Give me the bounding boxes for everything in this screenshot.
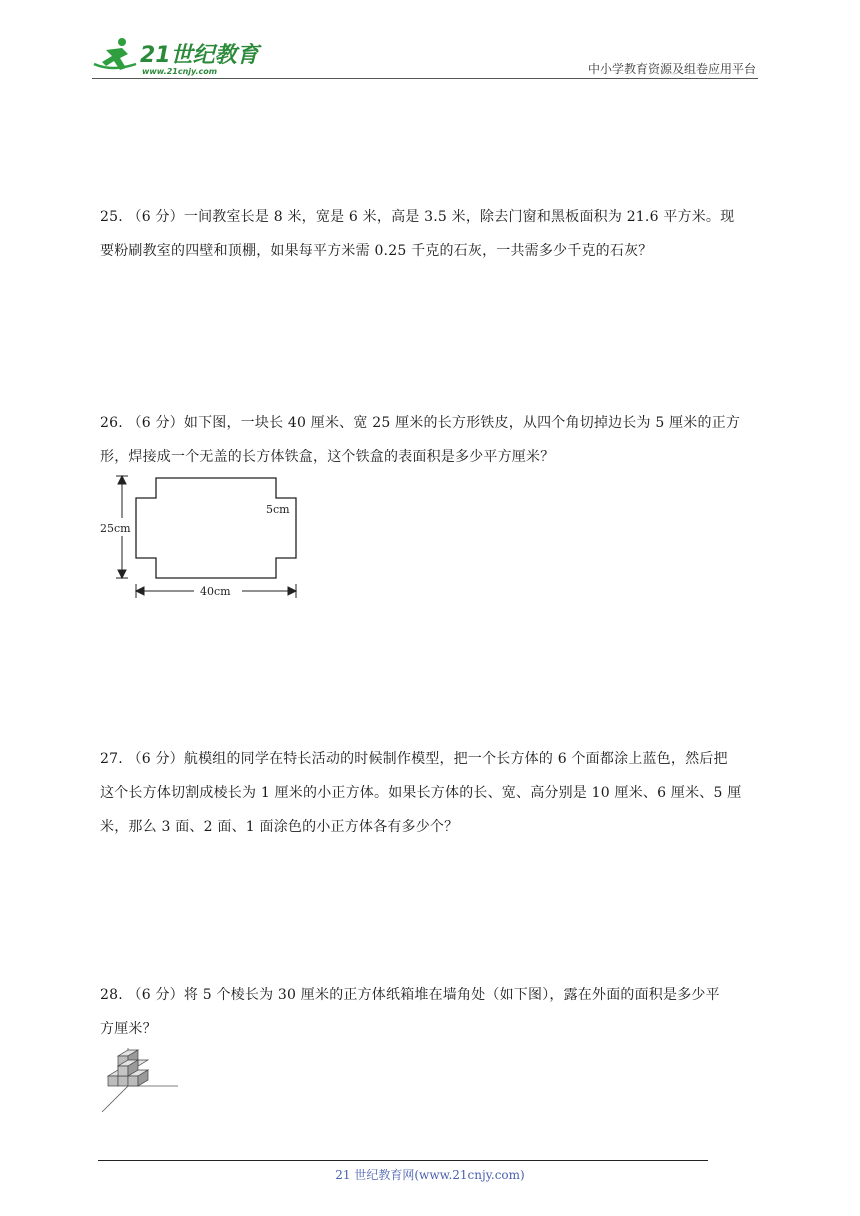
question-26 <box>100 406 772 474</box>
question-line: 26. （6 分）如下图，一块长 40 厘米、宽 25 厘米的长方形铁皮，从四个角切掉边长为 5 厘米的正方 <box>100 415 741 431</box>
footer-site-text: 21 世纪教育网(www.21cnjy.com) <box>335 1168 525 1182</box>
question-line: 方厘米？ <box>100 1021 157 1037</box>
question-28 <box>100 978 772 1046</box>
site-logo <box>92 34 262 78</box>
height-label: 25cm <box>100 522 131 535</box>
question-line: 这个长方体切割成棱长为 1 厘米的小正方体。如果长方体的长、宽、高分别是 10 厘米、6 厘米、5 厘 <box>100 785 742 801</box>
question-line: 要粉刷教室的四壁和顶棚，如果每平方米需 0.25 千克的石灰，一共需多少千克的石灰？ <box>100 243 653 259</box>
cube-stack <box>108 1050 148 1086</box>
logo-text: 21世纪教育 <box>140 43 259 68</box>
question-line: 米，那么 3 面、2 面、1 面涂色的小正方体各有多少个？ <box>100 819 459 835</box>
question-25 <box>100 200 772 268</box>
question-line: 25. （6 分）一间教室长是 8 米，宽是 6 米，高是 3.5 米，除去门窗和黑板面积为 21.6 平方米。现 <box>100 209 735 225</box>
question-27 <box>100 742 772 844</box>
question-line: 形，焊接成一个无盖的长方体铁盒，这个铁盒的表面积是多少平方厘米？ <box>100 449 555 465</box>
logo-url: www.21cnjy.com <box>142 67 218 76</box>
question-line: 27. （6 分）航模组的同学在特长活动的时候制作模型，把一个长方体的 6 个面都涂上蓝色，然后把 <box>100 751 728 767</box>
footer-divider <box>98 1160 708 1161</box>
header-divider <box>92 78 758 79</box>
question-line: 28. （6 分）将 5 个棱长为 30 厘米的正方体纸箱堆在墙角处（如下图），露在外面的面积是多少平 <box>100 987 720 1003</box>
runner-logo-icon <box>94 38 136 70</box>
width-label: 40cm <box>200 585 231 598</box>
header-platform-text: 中小学教育资源及组卷应用平台 <box>587 62 756 76</box>
stacked-cubes-figure <box>98 1046 180 1114</box>
iron-sheet-figure <box>96 472 316 602</box>
sheet-outline <box>136 478 296 578</box>
corner-label: 5cm <box>266 503 290 516</box>
